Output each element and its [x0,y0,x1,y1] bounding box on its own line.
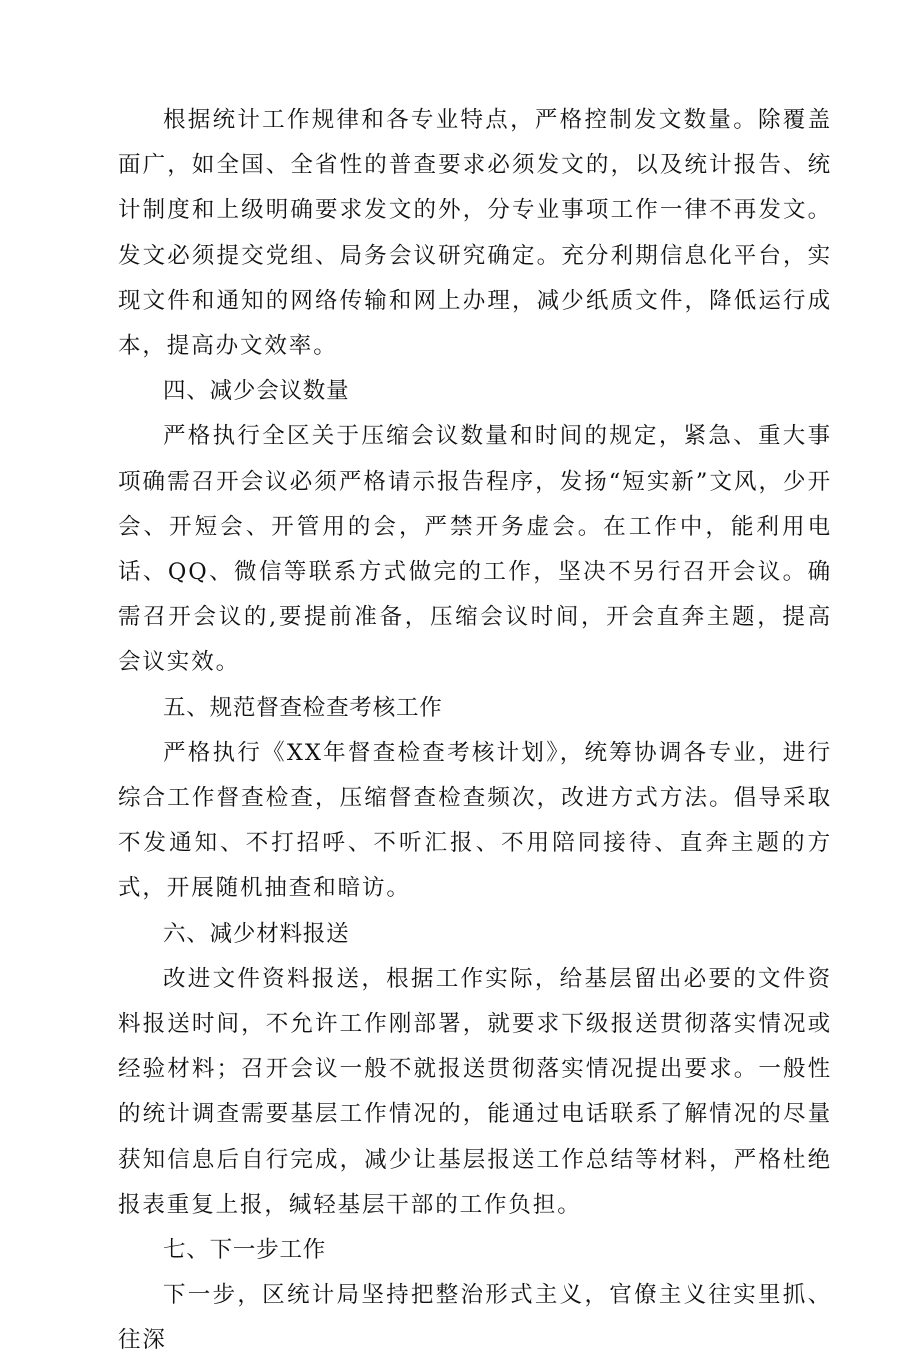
paragraph-standardize-inspections: 严格执行《XX年督查检查考核计划》，统筹协调各专业，进行综合工作督查检查，压缩督查检查频次，改进方式方法。倡导采取不发通知、不打招呼、不听汇报、不用陪同接待、直奔主题的方式，开展随机抽查和暗访。 [118,739,832,902]
paragraph-reduce-materials: 改进文件资料报送，根据工作实际，给基层留出必要的文件资料报送时间，不允许工作刚部署，就要求下级报送贯彻落实情况或经验材料；召开会议一般不就报送贯彻落实情况提出要求。一般性的统计调查需要基层工作情况的，能通过电话联系了解情况的尽量获知信息后自行完成，减少让基层报送工作总结等材料，严格杜绝报表重复上报，缄轻基层干部的工作负担。 [118,965,832,1218]
paragraph-reduce-documents: 根据统计工作规律和各专业特点，严格控制发文数量。除覆盖面广，如全国、全省性的普查要求必须发文的，以及统计报告、统计制度和上级明确要求发文的外，分专业事项工作一律不再发文。发文必须提交党组、局务会议研究确定。充分利期信息化平台，实现文件和通知的网络传输和网上办理，减少纸质文件，降低运行成本，提高办文效率。 [118,107,832,360]
heading-standardize-inspections: 五、规范督查检查考核工作 [163,694,443,721]
heading-next-steps: 七、下一步工作 [163,1237,327,1264]
paragraph-reduce-meetings: 严格执行全区关于压缩会议数量和时间的规定，紧急、重大事项确需召开会议必须严格请示报告程序，发扬“短实新”文风，少开会、开短会、开管用的会，严禁开务虚会。在工作中，能利用电话、QQ、微信等联系方式做完的工作，坚决不另行召开会议。确需召开会议的,要提前准备，压缩会议时间，开会直奔主题，提高会议实效。 [118,423,832,676]
document-body [118,98,832,1364]
paragraph-next-steps: 下一步，区统计局坚持把整治形式主义，官僚主义往实里抓、往深 [118,1282,832,1354]
heading-reduce-materials: 六、减少材料报送 [163,920,350,947]
heading-reduce-meetings: 四、减少会议数量 [163,378,350,405]
